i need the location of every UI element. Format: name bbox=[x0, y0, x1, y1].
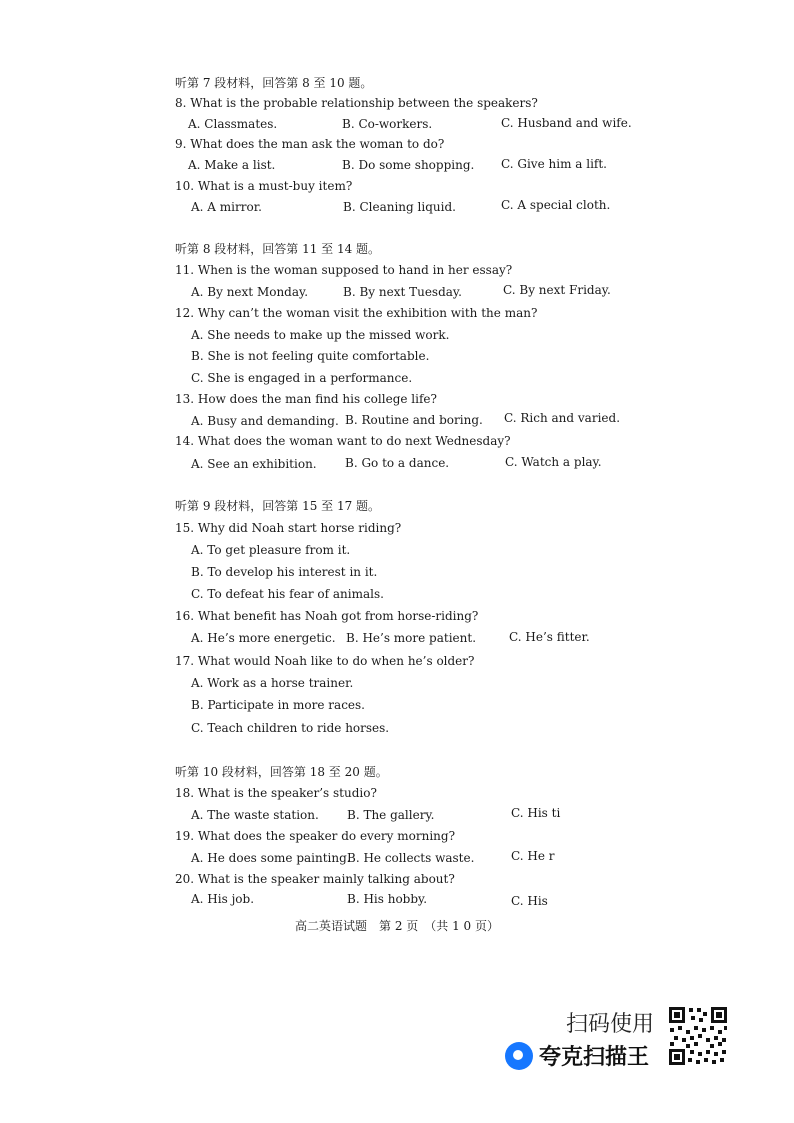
brand-name: 夸克扫描王 bbox=[539, 1045, 650, 1070]
option-b: B. Cleaning liquid. bbox=[343, 200, 456, 214]
option-a: A. He does some painting. bbox=[191, 851, 351, 865]
question-stem: 13. How does the man find his college life? bbox=[175, 392, 437, 406]
option-c: C. Teach children to ride horses. bbox=[191, 721, 390, 735]
scan-brand bbox=[505, 1040, 649, 1071]
option-a: A. A mirror. bbox=[191, 200, 262, 214]
scan-label: 扫码使用 bbox=[566, 1012, 655, 1037]
option-a: A. His job. bbox=[191, 892, 255, 906]
quark-logo-icon bbox=[505, 1042, 533, 1070]
option-b: B. Do some shopping. bbox=[342, 158, 475, 172]
question-stem: 14. What does the woman want to do next Wednesday? bbox=[175, 434, 511, 448]
option-a: A. Work as a horse trainer. bbox=[191, 676, 354, 690]
question-stem: 18. What is the speaker’s studio? bbox=[175, 786, 377, 800]
option-c: C. His bbox=[511, 894, 548, 908]
option-c: C. He r bbox=[511, 849, 555, 863]
option-b: B. Routine and boring. bbox=[345, 413, 483, 427]
question-stem: 10. What is a must-buy item? bbox=[175, 179, 353, 193]
option-c: C. To defeat his fear of animals. bbox=[191, 587, 384, 601]
question-stem: 16. What benefit has Noah got from horse-riding? bbox=[175, 609, 479, 623]
question-stem: 19. What does the speaker do every morning? bbox=[175, 829, 456, 843]
option-c: C. Watch a play. bbox=[505, 455, 602, 469]
option-a: A. Classmates. bbox=[188, 117, 278, 131]
question-stem: 8. What is the probable relationship between the speakers? bbox=[175, 96, 538, 110]
option-a: A. The waste station. bbox=[191, 808, 319, 822]
option-c: C. Give him a lift. bbox=[501, 157, 607, 171]
section-heading: 听第 10 段材料，回答第 18 至 20 题。 bbox=[175, 765, 388, 779]
option-a: A. He’s more energetic. bbox=[191, 631, 336, 645]
option-b: B. The gallery. bbox=[347, 808, 435, 822]
option-a: A. Busy and demanding. bbox=[191, 414, 339, 428]
section-heading: 听第 7 段材料，回答第 8 至 10 题。 bbox=[175, 76, 373, 90]
question-stem: 20. What is the speaker mainly talking about? bbox=[175, 872, 455, 886]
option-b: B. To develop his interest in it. bbox=[191, 565, 378, 579]
option-a: A. Make a list. bbox=[188, 158, 276, 172]
option-c: C. He’s fitter. bbox=[509, 630, 590, 644]
option-b: B. She is not feeling quite comfortable. bbox=[191, 349, 430, 363]
page-footer: 高二英语试题 第 2 页 （共 1 0 页） bbox=[295, 919, 499, 933]
option-c: C. Husband and wife. bbox=[501, 116, 632, 130]
option-a: A. She needs to make up the missed work. bbox=[191, 328, 450, 342]
option-b: B. Co-workers. bbox=[342, 117, 433, 131]
option-a: A. To get pleasure from it. bbox=[191, 543, 351, 557]
section-heading: 听第 8 段材料，回答第 11 至 14 题。 bbox=[175, 242, 381, 256]
question-stem: 11. When is the woman supposed to hand in her essay? bbox=[175, 263, 513, 277]
option-c: C. His ti bbox=[511, 806, 561, 820]
question-stem: 12. Why can’t the woman visit the exhibition with the man? bbox=[175, 306, 538, 320]
question-stem: 17. What would Noah like to do when he’s older? bbox=[175, 654, 475, 668]
question-stem: 9. What does the man ask the woman to do? bbox=[175, 137, 445, 151]
option-b: B. His hobby. bbox=[347, 892, 428, 906]
option-a: A. By next Monday. bbox=[191, 285, 309, 299]
option-b: B. Go to a dance. bbox=[345, 456, 450, 470]
qr-code-icon[interactable] bbox=[667, 1005, 729, 1067]
option-a: A. See an exhibition. bbox=[191, 457, 317, 471]
option-c: C. By next Friday. bbox=[503, 283, 611, 297]
section-heading: 听第 9 段材料，回答第 15 至 17 题。 bbox=[175, 499, 381, 513]
option-b: B. Participate in more races. bbox=[191, 698, 365, 712]
option-c: C. A special cloth. bbox=[501, 198, 611, 212]
question-stem: 15. Why did Noah start horse riding? bbox=[175, 521, 402, 535]
option-c: C. She is engaged in a performance. bbox=[191, 371, 413, 385]
option-b: B. He’s more patient. bbox=[346, 631, 477, 645]
option-b: B. By next Tuesday. bbox=[343, 285, 462, 299]
option-c: C. Rich and varied. bbox=[504, 411, 621, 425]
option-b: B. He collects waste. bbox=[347, 851, 475, 865]
